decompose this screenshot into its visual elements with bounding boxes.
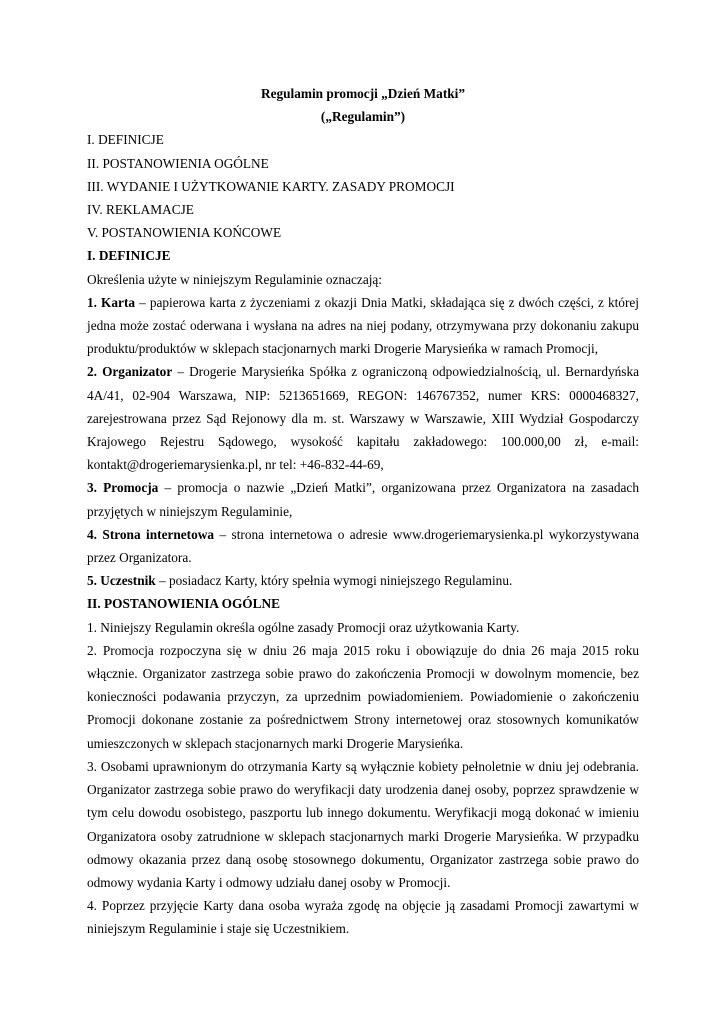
toc-item: I. DEFINICJE	[87, 132, 164, 148]
definition-strona-internetowa: 4. Strona internetowa – strona internetowa o adresie www.drogeriemarysienka.pl wykorzystywana przez Organizatora.	[87, 526, 639, 566]
definition-uczestnik: 5. Uczestnik – posiadacz Karty, który spełnia wymogi niniejszego Regulaminu.	[87, 573, 513, 589]
definition-organizator: 2. Organizator – Drogerie Marysieńka Spółka z ograniczoną odpowiedzialnością, ul. Bernardyńska 4A/41, 02-904 Warszawa, NIP: 5213651669, REGON: 146767352, numer KRS: 0000468327, zarejestrowana przez Sąd Rejonowy dla m. st. Warszawy w Warszawie, XIII Wydział Gospodarczy Krajowego Rejestru Sądowego, wysokość kapitału zakładowego: 100.000,00 zł, e-mail: kontakt@drogeriemarysienka.pl, nr tel: +46-832-44-69,	[87, 364, 639, 473]
toc-item: II. POSTANOWIENIA OGÓLNE	[87, 155, 269, 171]
definition-karta: 1. Karta – papierowa karta z życzeniami z okazji Dnia Matki, składająca się z dwóch części, z której jedna może zostać oderwana i wysłana na adres na niej podany, otrzymywana przy dokonaniu zakupu produktu/produktów w sklepach stacjonarnych marki Drogerie Marysieńka w ramach Promocji,	[87, 294, 639, 357]
toc-item: V. POSTANOWIENIA KOŃCOWE	[87, 225, 282, 241]
definition-promocja: 3. Promocja – promocja o nazwie „Dzień Matki”, organizowana przez Organizatora na zasadach przyjętych w niniejszym Regulaminie,	[87, 480, 639, 519]
section-heading-definitions: I. DEFINICJE	[87, 248, 171, 264]
general-item-3: 3. Osobami uprawnionym do otrzymania Karty są wyłącznie kobiety pełnoletnie w dniu jej odebrania. Organizator zastrzega sobie prawo do weryfikacji daty urodzenia danej osoby, poprzez sprawdzenie w tym celu dowodu osobistego, paszportu lub innego dokumentu. Weryfikacji mogą dokonać w imieniu Organizatora osoby zatrudnione w sklepach stacjonarnych marki Drogerie Marysieńka. W przypadku odmowy okazania przez daną osobę stosownego dokumentu, Organizator zastrzega sobie prawo do odmowy wydania Karty i odmowy udziału danej osoby w Promocji.	[87, 758, 639, 890]
definitions-intro: Określenia użyte w niniejszym Regulaminie oznaczają:	[87, 271, 383, 287]
toc-item: III. WYDANIE I UŻYTKOWANIE KARTY. ZASADY PROMOCJI	[87, 178, 455, 194]
general-item-2: 2. Promocja rozpoczyna się w dniu 26 maja 2015 roku i obowiązuje do dnia 26 maja 2015 roku włącznie. Organizator zastrzega sobie prawo do zakończenia Promocji w dowolnym momencie, bez konieczności podawania przyczyn, za uprzednim powiadomieniem. Powiadomienie o zakończeniu Promocji dokonane zostanie za pośrednictwem Strony internetowej oraz stosownych komunikatów umieszczonych w sklepach stacjonarnych marki Drogerie Marysieńka.	[87, 642, 639, 751]
section-heading-general: II. POSTANOWIENIA OGÓLNE	[87, 596, 280, 612]
document-title: Regulamin promocji „Dzień Matki”	[261, 86, 465, 101]
general-item-1: 1. Niniejszy Regulamin określa ogólne zasady Promocji oraz użytkowania Karty.	[87, 619, 520, 635]
general-item-4: 4. Poprzez przyjęcie Karty dana osoba wyraża zgodę na objęcie ją zasadami Promocji zawartymi w niniejszym Regulaminie i staje się Uczestnikiem.	[87, 898, 639, 937]
document-subtitle: („Regulamin”)	[320, 109, 406, 125]
toc-item: IV. REKLAMACJE	[87, 202, 194, 218]
document-page	[87, 82, 639, 941]
